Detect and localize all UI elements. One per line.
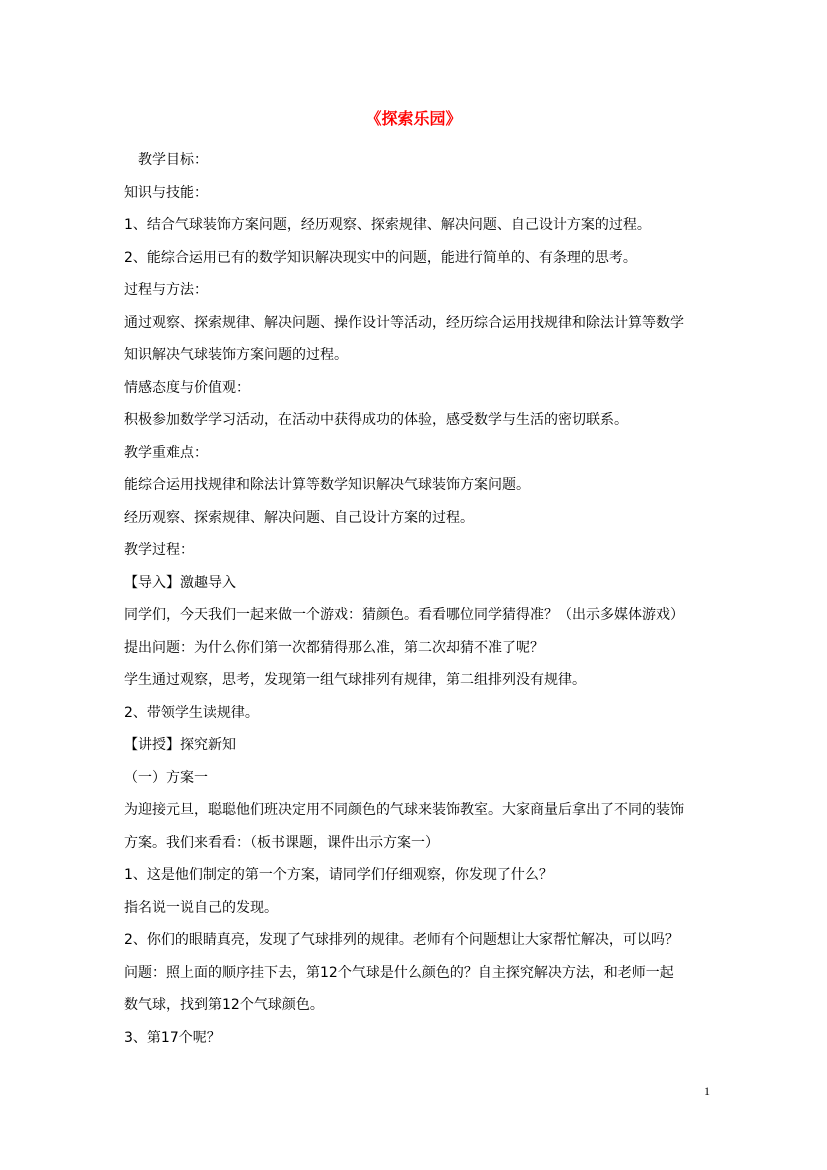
section-explore-heading: 【讲授】探究新知 — [124, 737, 236, 753]
paragraph-step-2: 2、你们的眼睛真亮，发现了气球排列的规律。老师有个问题想让大家帮忙解决，可以吗？ — [124, 932, 679, 948]
paragraph-process-line-1: 通过观察、探索规律、解决问题、操作设计等活动，经历综合运用找规律和除法计算等数学 — [124, 315, 684, 331]
paragraph-attitude-values: 情感态度与价值观： — [124, 380, 250, 396]
paragraph-plan-one: （一）方案一 — [124, 770, 208, 786]
paragraph-key-line-1: 能综合运用找规律和除法计算等数学知识解决气球装饰方案问题。 — [124, 477, 530, 493]
paragraph-teaching-process: 教学过程： — [124, 542, 194, 558]
page-number: 1 — [704, 1084, 710, 1098]
paragraph-plan-line-2: 方案。我们来看看：（板书课题，课件出示方案一） — [124, 835, 439, 851]
document-title: 《探索乐园》 — [365, 109, 462, 128]
paragraph-goal-1: 1、结合气球装饰方案问题，经历观察、探索规律、解决问题、自己设计方案的过程。 — [124, 217, 651, 233]
paragraph-knowledge-skills: 知识与技能： — [124, 185, 208, 201]
paragraph-intro-line-1: 同学们，今天我们一起来做一个游戏：猜颜色。看看哪位同学猜得准？（出示多媒体游戏） — [124, 607, 684, 623]
paragraph-step-1-note: 指名说一说自己的发现。 — [124, 900, 278, 916]
paragraph-question-line-1: 问题：照上面的顺序挂下去，第12个气球是什么颜色的？自主探究解决方法，和老师一起 — [124, 965, 674, 981]
paragraph-question-line-2: 数气球，找到第12个气球颜色。 — [124, 997, 324, 1013]
paragraph-plan-line-1: 为迎接元旦，聪聪他们班决定用不同颜色的气球来装饰教室。大家商量后拿出了不同的装饰 — [124, 802, 684, 818]
paragraph-key-difficulties: 教学重难点： — [124, 445, 208, 461]
paragraph-key-line-2: 经历观察、探索规律、解决问题、自己设计方案的过程。 — [124, 510, 474, 526]
paragraph-teaching-goals: 教学目标： — [138, 152, 208, 168]
paragraph-attitude-line: 积极参加数学学习活动，在活动中获得成功的体验，感受数学与生活的密切联系。 — [124, 412, 628, 428]
paragraph-goal-2: 2、能综合运用已有的数学知识解决现实中的问题，能进行简单的、有条理的思考。 — [124, 250, 637, 266]
paragraph-intro-line-4: 2、带领学生读规律。 — [124, 705, 259, 721]
paragraph-step-3: 3、第17个呢？ — [124, 1030, 221, 1046]
paragraph-process-methods: 过程与方法： — [124, 282, 208, 298]
paragraph-intro-line-2: 提出问题：为什么你们第一次都猜得那么准，第二次却猜不准了呢？ — [124, 640, 544, 656]
paragraph-intro-line-3: 学生通过观察，思考，发现第一组气球排列有规律，第二组排列没有规律。 — [124, 672, 586, 688]
section-intro-heading: 【导入】激趣导入 — [124, 575, 236, 591]
paragraph-step-1: 1、这是他们制定的第一个方案，请同学们仔细观察，你发现了什么？ — [124, 867, 553, 883]
paragraph-process-line-2: 知识解决气球装饰方案问题的过程。 — [124, 347, 348, 363]
